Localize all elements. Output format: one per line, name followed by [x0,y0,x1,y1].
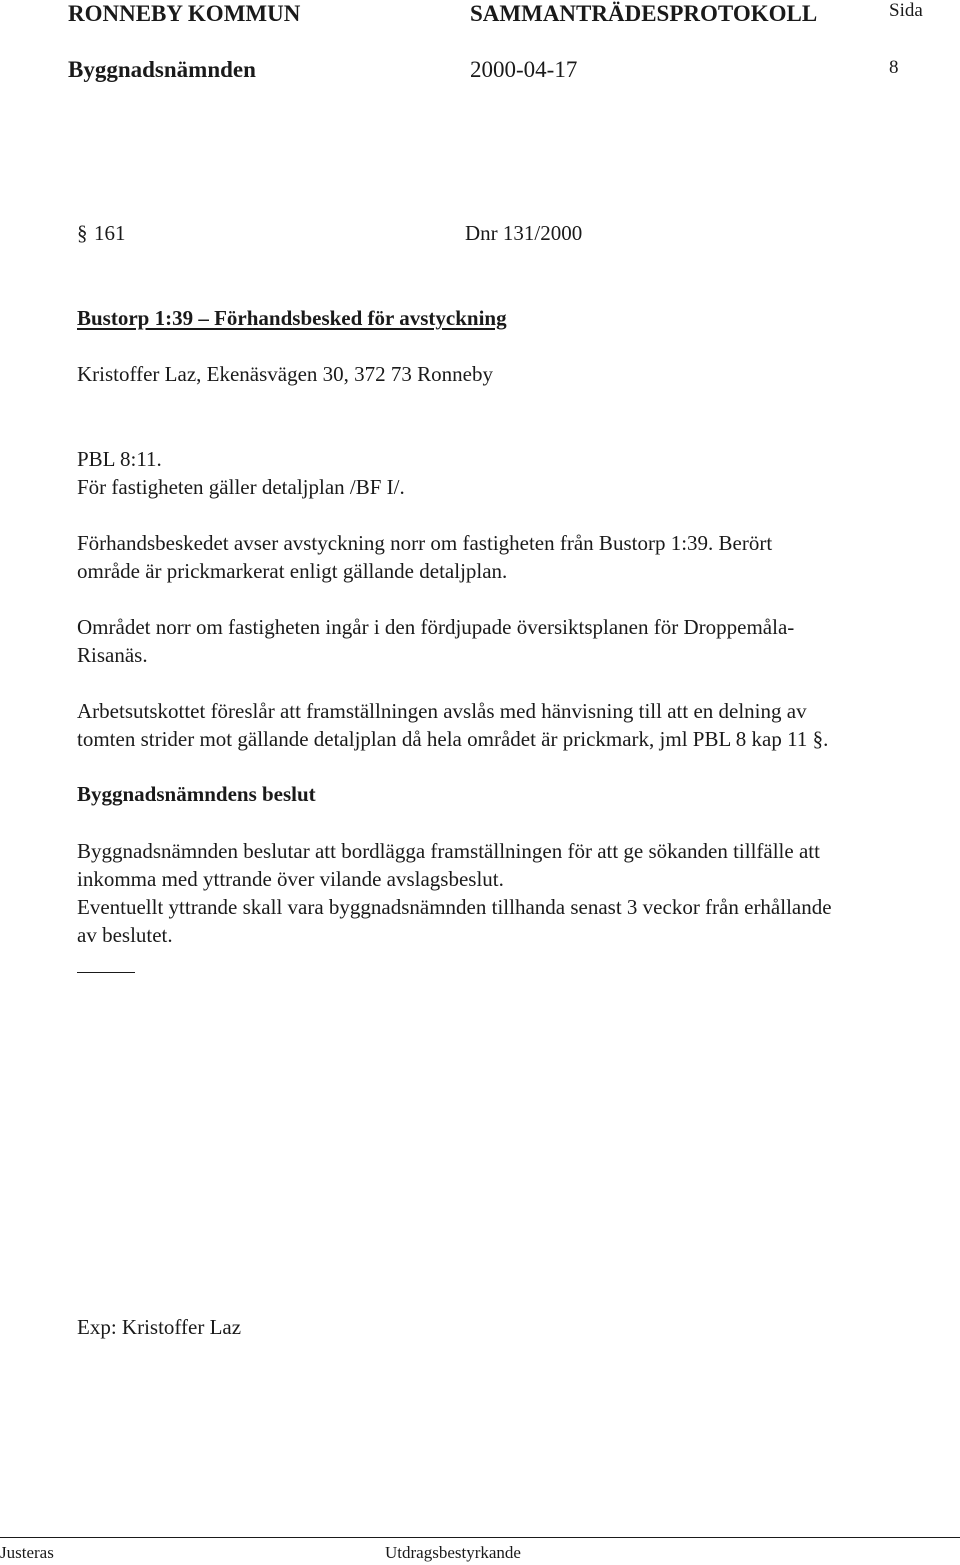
paragraph-line: Området norr om fastigheten ingår i den fördjupade översiktsplanen för Droppemåla- [77,615,795,639]
decision-text [77,837,955,949]
paragraph-line [77,725,955,753]
paragraph-preliminary-decision [77,529,955,585]
paragraph-line-text: tomten strider mot gällande detaljplan då hela området är prickmark, jml PBL 8 kap 11 [77,727,808,751]
detail-plan-note: För fastigheten gäller detaljplan /BF I/. [77,475,405,499]
page-number: 8 [889,57,899,78]
sentence-end: . [823,727,829,751]
decision-line: inkomma med yttrande över vilande avslagsbeslut. [77,867,504,891]
section-sign: § [77,221,88,245]
document-type: SAMMANTRÄDESPROTOKOLL [470,1,818,26]
paragraph-line: Risanäs. [77,643,148,667]
page-label: Sida [889,0,923,21]
section-sign: § [812,727,824,751]
paragraph-line: Arbetsutskottet föreslår att framställningen avslås med hänvisning till att en delning av [77,699,807,723]
pbl-reference: PBL 8:11. [77,447,162,471]
paragraph-line: område är prickmarkerat enligt gällande detaljplan. [77,559,508,583]
footer-justeras: Justeras [0,1543,54,1562]
footer-utdragsbestyrkande: Utdragsbestyrkande [385,1543,521,1562]
decision-line: Eventuellt yttrande skall vara byggnadsnämnden tillhanda senast 3 veckor från erhållande [77,895,832,919]
organization-name: RONNEBY KOMMUN [68,1,301,26]
dispatch-note: Exp: Kristoffer Laz [77,1315,242,1339]
committee-name: Byggnadsnämnden [68,57,256,82]
decision-line: av beslutet. [77,923,173,947]
paragraph-number: 161 [94,221,126,245]
decision-heading: Byggnadsnämndens beslut [77,782,316,806]
paragraph-overview-plan [77,613,955,669]
section-end-rule [77,972,135,973]
diary-number: Dnr 131/2000 [465,221,583,245]
decision-line: Byggnadsnämnden beslutar att bordlägga framställningen för att ge sökanden tillfälle att [77,839,820,863]
paragraph-working-committee [77,697,955,753]
applicant: Kristoffer Laz, Ekenäsvägen 30, 372 73 Ronneby [77,362,494,386]
footer-divider [0,1537,960,1538]
meeting-date: 2000-04-17 [470,57,578,82]
paragraph-line: Förhandsbeskedet avser avstyckning norr om fastigheten från Bustorp 1:39. Berört [77,531,773,555]
case-title: Bustorp 1:39 – Förhandsbesked för avstyckning [77,306,507,330]
